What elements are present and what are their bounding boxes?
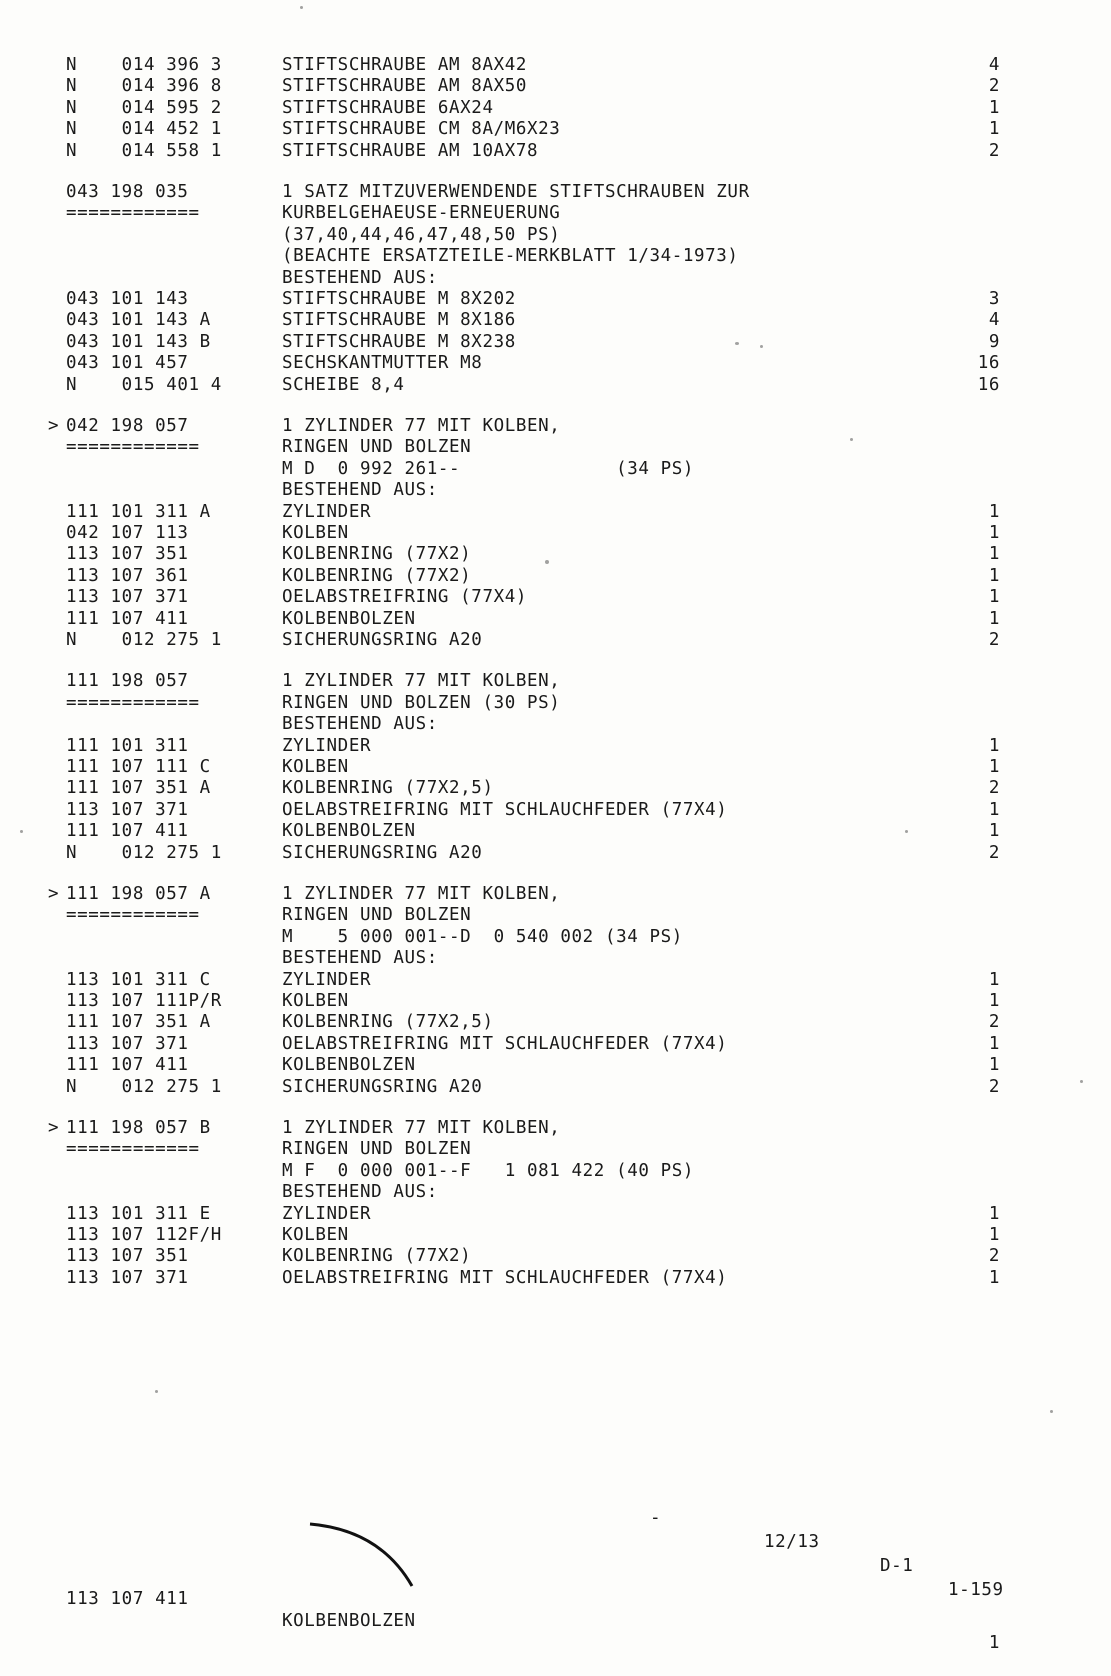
footer-page-fraction: 12/13: [764, 1532, 820, 1552]
part-description: 1 ZYLINDER 77 MIT KOLBEN,: [282, 416, 561, 436]
part-quantity: 1: [988, 544, 1000, 565]
part-number: 043 101 143 A: [66, 310, 211, 331]
footer-page-number: 1-159: [948, 1580, 1004, 1600]
part-number: N 014 396 3: [66, 55, 222, 75]
part-number: N 014 595 2: [66, 97, 222, 118]
part-description: BESTEHEND AUS:: [282, 714, 438, 735]
change-marker: >: [48, 884, 60, 904]
part-row: [0, 1033, 1111, 1055]
part-row: [0, 288, 1111, 310]
part-row: [0, 75, 1111, 97]
part-description: STIFTSCHRAUBE M 8X202: [282, 289, 516, 309]
description-continuation-row: [0, 1181, 1111, 1203]
part-row: [0, 670, 1111, 692]
footer-dash: -: [650, 1508, 662, 1528]
part-quantity: 2: [988, 76, 1000, 97]
part-description: SECHSKANTMUTTER M8: [282, 353, 483, 374]
part-quantity: 1: [988, 608, 1000, 629]
part-quantity: 1: [988, 97, 1000, 118]
part-row: [0, 415, 1111, 437]
part-number: 111 101 311: [66, 735, 189, 756]
part-description: KOLBEN: [282, 523, 349, 543]
part-quantity: 1: [988, 1225, 1000, 1245]
change-marker: >: [48, 416, 60, 436]
group-underline-row: [0, 202, 1111, 224]
part-number: 111 107 411: [66, 1055, 189, 1076]
part-row: [0, 735, 1111, 757]
part-description: KOLBENRING (77X2): [282, 544, 472, 565]
part-row: [0, 1076, 1111, 1098]
description-continuation-row: [0, 926, 1111, 948]
part-number: 113 107 371: [66, 1267, 189, 1288]
bottom-row-part-number: 113 107 411: [66, 1589, 189, 1609]
part-number: ============: [66, 1139, 200, 1160]
part-number: 113 107 351: [66, 1246, 189, 1267]
part-description: STIFTSCHRAUBE M 8X238: [282, 331, 516, 352]
part-number: 111 107 411: [66, 821, 189, 842]
part-number: 113 107 361: [66, 565, 189, 586]
part-number: N 014 396 8: [66, 76, 222, 97]
part-quantity: 4: [988, 55, 1000, 75]
part-description: RINGEN UND BOLZEN (30 PS): [282, 692, 561, 713]
part-description: SICHERUNGSRING A20: [282, 842, 483, 863]
part-row: [0, 777, 1111, 799]
part-number: 111 101 311 A: [66, 501, 211, 522]
part-description: 1 ZYLINDER 77 MIT KOLBEN,: [282, 884, 561, 904]
part-quantity: 1: [988, 587, 1000, 608]
part-number: 111 107 351 A: [66, 778, 211, 799]
part-number: 111 198 057: [66, 671, 189, 692]
part-row: [0, 181, 1111, 203]
part-description: STIFTSCHRAUBE AM 8AX50: [282, 76, 527, 97]
part-number: 113 107 111P/R: [66, 991, 222, 1011]
part-description: STIFTSCHRAUBE CM 8A/M6X23: [282, 119, 561, 140]
part-number: 111 107 351 A: [66, 1012, 211, 1033]
part-number: 111 198 057 B: [66, 1118, 211, 1138]
part-row: [0, 1203, 1111, 1225]
part-number: N 014 558 1: [66, 140, 222, 161]
part-description: STIFTSCHRAUBE M 8X186: [282, 310, 516, 331]
description-continuation-row: [0, 1160, 1111, 1182]
part-row: [0, 1117, 1111, 1139]
part-description: OELABSTREIFRING (77X4): [282, 587, 527, 608]
part-number: N 012 275 1: [66, 842, 222, 863]
part-quantity: 9: [988, 331, 1000, 352]
part-description: KOLBENRING (77X2,5): [282, 778, 494, 799]
part-description: RINGEN UND BOLZEN: [282, 1139, 472, 1160]
part-row: [0, 1267, 1111, 1289]
part-number: ============: [66, 203, 200, 224]
part-quantity: 2: [988, 1012, 1000, 1033]
part-number: N 012 275 1: [66, 1076, 222, 1097]
part-description: ZYLINDER: [282, 1203, 372, 1224]
part-description: ZYLINDER: [282, 969, 372, 990]
part-row: [0, 565, 1111, 587]
scan-speck: [850, 438, 853, 441]
part-quantity: 1: [988, 565, 1000, 586]
part-quantity: 2: [988, 630, 1000, 650]
part-row: [0, 1245, 1111, 1267]
scan-speck: [1050, 1410, 1053, 1413]
part-description: KOLBENBOLZEN: [282, 608, 416, 629]
group-underline-row: [0, 1138, 1111, 1160]
part-row: [0, 352, 1111, 374]
scan-speck: [20, 830, 23, 833]
part-description: (BEACHTE ERSATZTEILE-MERKBLATT 1/34-1973): [282, 246, 739, 267]
part-quantity: 1: [988, 1033, 1000, 1054]
footer-section: D-1: [880, 1556, 914, 1576]
part-description: (37,40,44,46,47,48,50 PS): [282, 224, 561, 245]
part-number: 113 107 371: [66, 799, 189, 820]
part-number: 113 101 311 C: [66, 969, 211, 990]
part-row: [0, 756, 1111, 778]
scan-speck: [735, 342, 739, 345]
part-description: OELABSTREIFRING MIT SCHLAUCHFEDER (77X4): [282, 1033, 728, 1054]
part-quantity: 1: [988, 1055, 1000, 1076]
description-continuation-row: [0, 245, 1111, 267]
part-description: M D 0 992 261-- (34 PS): [282, 458, 695, 479]
part-quantity: 16: [977, 353, 1000, 374]
part-number: 113 107 371: [66, 1033, 189, 1054]
part-row: [0, 543, 1111, 565]
part-row: [0, 629, 1111, 651]
description-continuation-row: [0, 479, 1111, 501]
part-description: ZYLINDER: [282, 735, 372, 756]
part-description: KOLBENBOLZEN: [282, 821, 416, 842]
part-number: N 014 452 1: [66, 119, 222, 140]
part-description: RINGEN UND BOLZEN: [282, 905, 472, 926]
part-quantity: 1: [988, 501, 1000, 522]
part-quantity: 1: [988, 1267, 1000, 1288]
part-row: [0, 608, 1111, 630]
part-description: KOLBENRING (77X2): [282, 1246, 472, 1267]
part-quantity: 2: [988, 778, 1000, 799]
part-quantity: 1: [988, 821, 1000, 842]
part-row: [0, 820, 1111, 842]
part-description: M 5 000 001--D 0 540 002 (34 PS): [282, 926, 683, 947]
scan-speck: [300, 6, 303, 9]
part-number: 111 107 111 C: [66, 757, 211, 777]
part-description: STIFTSCHRAUBE AM 10AX78: [282, 140, 539, 161]
description-continuation-row: [0, 224, 1111, 246]
part-number: 111 107 411: [66, 608, 189, 629]
part-row: [0, 54, 1111, 76]
part-description: KOLBEN: [282, 757, 349, 777]
part-row: [0, 842, 1111, 864]
part-row: [0, 118, 1111, 140]
part-number: ============: [66, 692, 200, 713]
part-description: KOLBENBOLZEN: [282, 1055, 416, 1076]
description-continuation-row: [0, 713, 1111, 735]
part-description: SICHERUNGSRING A20: [282, 1076, 483, 1097]
part-description: SCHEIBE 8,4: [282, 374, 405, 395]
description-continuation-row: [0, 458, 1111, 480]
part-number: N 012 275 1: [66, 630, 222, 650]
part-quantity: 1: [988, 735, 1000, 756]
part-row: [0, 990, 1111, 1012]
part-quantity: 2: [988, 140, 1000, 161]
part-description: STIFTSCHRAUBE 6AX24: [282, 97, 494, 118]
bottom-row-description: KOLBENBOLZEN: [282, 1611, 416, 1631]
part-description: BESTEHEND AUS:: [282, 1182, 438, 1203]
part-number: 043 101 143 B: [66, 331, 211, 352]
scan-speck: [905, 830, 908, 833]
group-underline-row: [0, 692, 1111, 714]
part-description: BESTEHEND AUS:: [282, 267, 438, 288]
part-quantity: 4: [988, 310, 1000, 331]
part-quantity: 2: [988, 1246, 1000, 1267]
part-description: M F 0 000 001--F 1 081 422 (40 PS): [282, 1160, 695, 1181]
group-underline-row: [0, 436, 1111, 458]
part-number: 113 107 112F/H: [66, 1225, 222, 1245]
part-row: [0, 140, 1111, 162]
part-description: OELABSTREIFRING MIT SCHLAUCHFEDER (77X4): [282, 799, 728, 820]
part-description: KOLBENRING (77X2): [282, 565, 472, 586]
part-description: KOLBEN: [282, 1225, 349, 1245]
part-description: STIFTSCHRAUBE AM 8AX42: [282, 55, 527, 75]
part-quantity: 2: [988, 842, 1000, 863]
part-row: [0, 1224, 1111, 1246]
scan-speck: [760, 345, 763, 348]
part-row: [0, 799, 1111, 821]
part-row: [0, 97, 1111, 119]
part-quantity: 1: [988, 969, 1000, 990]
part-row: [0, 309, 1111, 331]
part-row: [0, 883, 1111, 905]
part-row: [0, 1054, 1111, 1076]
part-row: [0, 969, 1111, 991]
part-number: 043 101 457: [66, 353, 189, 374]
scan-speck: [1080, 1080, 1083, 1083]
part-description: 1 SATZ MITZUVERWENDENDE STIFTSCHRAUBEN ZUR: [282, 182, 750, 202]
part-number: 113 107 371: [66, 587, 189, 608]
part-description: BESTEHEND AUS:: [282, 948, 438, 969]
description-continuation-row: [0, 267, 1111, 289]
part-quantity: 1: [988, 119, 1000, 140]
scan-speck: [155, 1390, 158, 1393]
part-quantity: 1: [988, 523, 1000, 543]
part-number: ============: [66, 905, 200, 926]
group-underline-row: [0, 904, 1111, 926]
part-quantity: 1: [988, 757, 1000, 777]
part-description: 1 ZYLINDER 77 MIT KOLBEN,: [282, 1118, 561, 1138]
part-quantity: 1: [988, 991, 1000, 1011]
part-number: 111 198 057 A: [66, 884, 211, 904]
bottom-row-quantity: 1: [988, 1633, 1000, 1653]
description-continuation-row: [0, 947, 1111, 969]
part-row: [0, 1011, 1111, 1033]
part-description: 1 ZYLINDER 77 MIT KOLBEN,: [282, 671, 561, 692]
part-description: OELABSTREIFRING MIT SCHLAUCHFEDER (77X4): [282, 1267, 728, 1288]
part-description: SICHERUNGSRING A20: [282, 630, 483, 650]
part-number: 043 101 143: [66, 289, 189, 309]
scan-speck: [545, 560, 549, 564]
part-number: ============: [66, 437, 200, 458]
part-quantity: 1: [988, 799, 1000, 820]
part-quantity: 2: [988, 1076, 1000, 1097]
part-quantity: 16: [977, 374, 1000, 395]
part-number: 043 198 035: [66, 182, 189, 202]
part-number: 042 198 057: [66, 416, 189, 436]
part-description: KOLBENRING (77X2,5): [282, 1012, 494, 1033]
part-number: 113 107 351: [66, 544, 189, 565]
part-number: 042 107 113: [66, 523, 189, 543]
part-row: [0, 331, 1111, 353]
part-quantity: 3: [988, 289, 1000, 309]
part-description: RINGEN UND BOLZEN: [282, 437, 472, 458]
part-description: KURBELGEHAEUSE-ERNEUERUNG: [282, 203, 561, 224]
part-description: BESTEHEND AUS:: [282, 480, 438, 501]
part-description: KOLBEN: [282, 991, 349, 1011]
part-row: [0, 501, 1111, 523]
part-row: [0, 586, 1111, 608]
part-quantity: 1: [988, 1203, 1000, 1224]
part-description: ZYLINDER: [282, 501, 372, 522]
part-row: [0, 374, 1111, 396]
part-number: 113 101 311 E: [66, 1203, 211, 1224]
change-marker: >: [48, 1118, 60, 1138]
part-row: [0, 522, 1111, 544]
part-number: N 015 401 4: [66, 374, 222, 395]
